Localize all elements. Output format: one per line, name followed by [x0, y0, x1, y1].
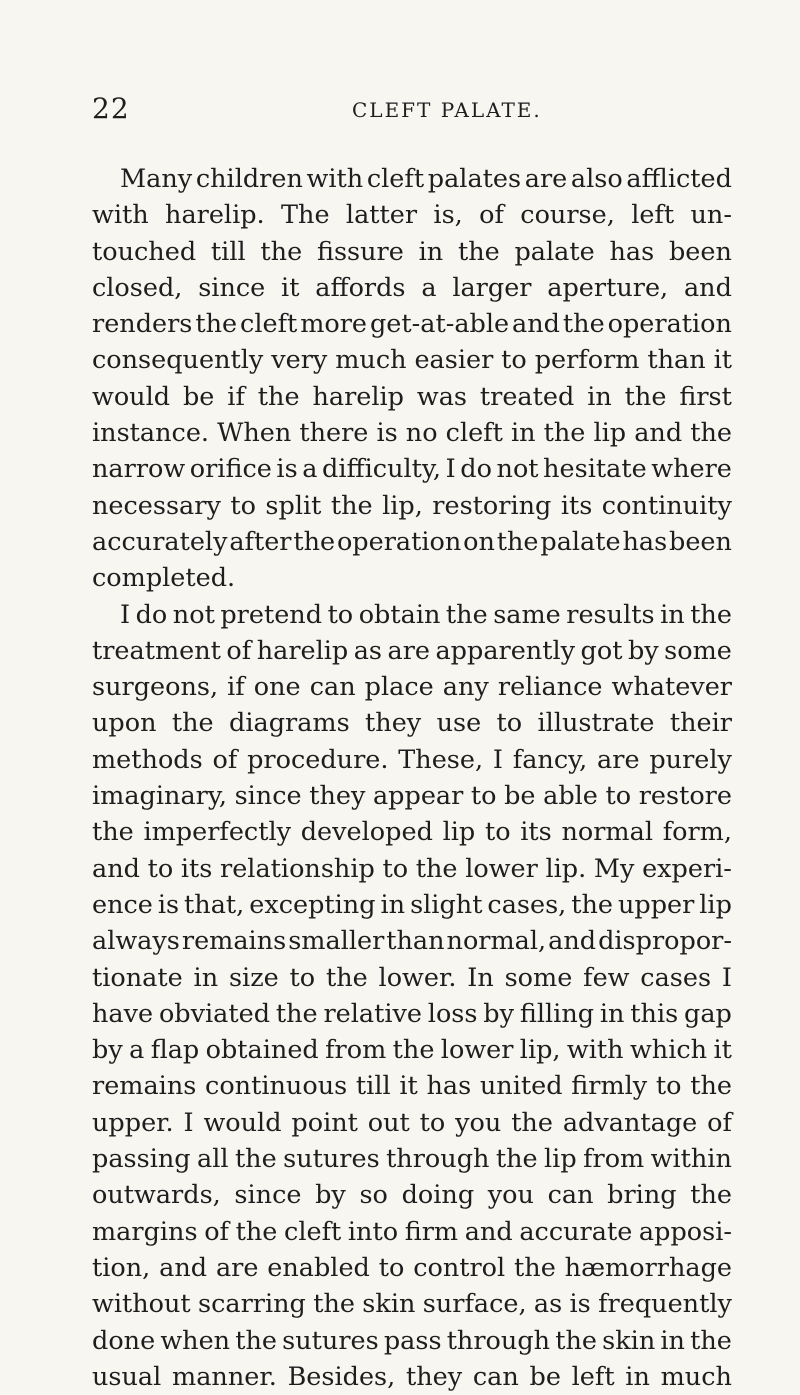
text-line: have obviated the relative loss by filling in this gap [92, 998, 732, 1029]
text-line: touched till the fissure in the palate has been [92, 236, 732, 267]
text-line: upper. I would point out to you the advantage of [92, 1107, 732, 1138]
text-line: without scarring the skin surface, as is frequently [92, 1289, 732, 1320]
text-line: and to its relationship to the lower lip. My experi- [92, 853, 732, 884]
text-line: upon the diagrams they use to illustrate their [92, 708, 732, 739]
text-line: surgeons, if one can place any reliance whatever [92, 672, 732, 703]
text-line: completed. [92, 563, 236, 594]
page-number: 22 [92, 92, 130, 125]
text-line: tionate in size to the lower. In some few cases I [92, 962, 732, 993]
text-line: imaginary, since they appear to be able to restore [92, 781, 732, 812]
text-line: by a flap obtained from the lower lip, with which it [92, 1035, 732, 1066]
page-header [92, 92, 708, 132]
text-line: remains continuous till it has united firmly to the [92, 1071, 732, 1102]
text-line: usual manner. Besides, they can be left in much [92, 1361, 732, 1392]
text-line: necessary to split the lip, restoring its continuity [92, 490, 732, 521]
text-line: methods of procedure. These, I fancy, are purely [92, 744, 732, 775]
text-line: consequently very much easier to perform than it [92, 345, 732, 376]
running-head: CLEFT PALATE. [352, 98, 542, 122]
text-line: margins of the cleft into firm and accurate apposi- [92, 1216, 732, 1247]
text-line: the imperfectly developed lip to its normal form, [92, 817, 732, 848]
text-line: closed, since it affords a larger aperture, and [92, 272, 732, 303]
body-text [92, 161, 732, 1395]
text-line: instance. When there is no cleft in the lip and the [92, 418, 732, 449]
text-line: with harelip. The latter is, of course, left un- [92, 200, 732, 231]
text-line: would be if the harelip was treated in the first [92, 381, 732, 412]
text-line: ence is that, excepting in slight cases, the upper lip [92, 889, 732, 920]
text-line: treatment of harelip as are apparently got by some [92, 635, 732, 666]
text-line: narrow orifice is a difficulty, I do not hesitate where [92, 454, 732, 485]
text-line: Many children with cleft palates are also afflicted [120, 164, 732, 194]
text-line: done when the sutures pass through the skin in the [92, 1325, 732, 1356]
text-line: renders the cleft more get-at-able and the operation [92, 309, 732, 340]
text-line: accurately after the operation on the palate has been [92, 526, 732, 557]
text-line: outwards, since by so doing you can bring the [92, 1180, 732, 1211]
text-line: I do not pretend to obtain the same results in the [120, 599, 732, 630]
text-line: passing all the sutures through the lip from within [92, 1144, 732, 1175]
text-line: tion, and are enabled to control the hæmorrhage [92, 1252, 732, 1283]
text-line: always remains smaller than normal, and dispropor- [92, 926, 732, 957]
